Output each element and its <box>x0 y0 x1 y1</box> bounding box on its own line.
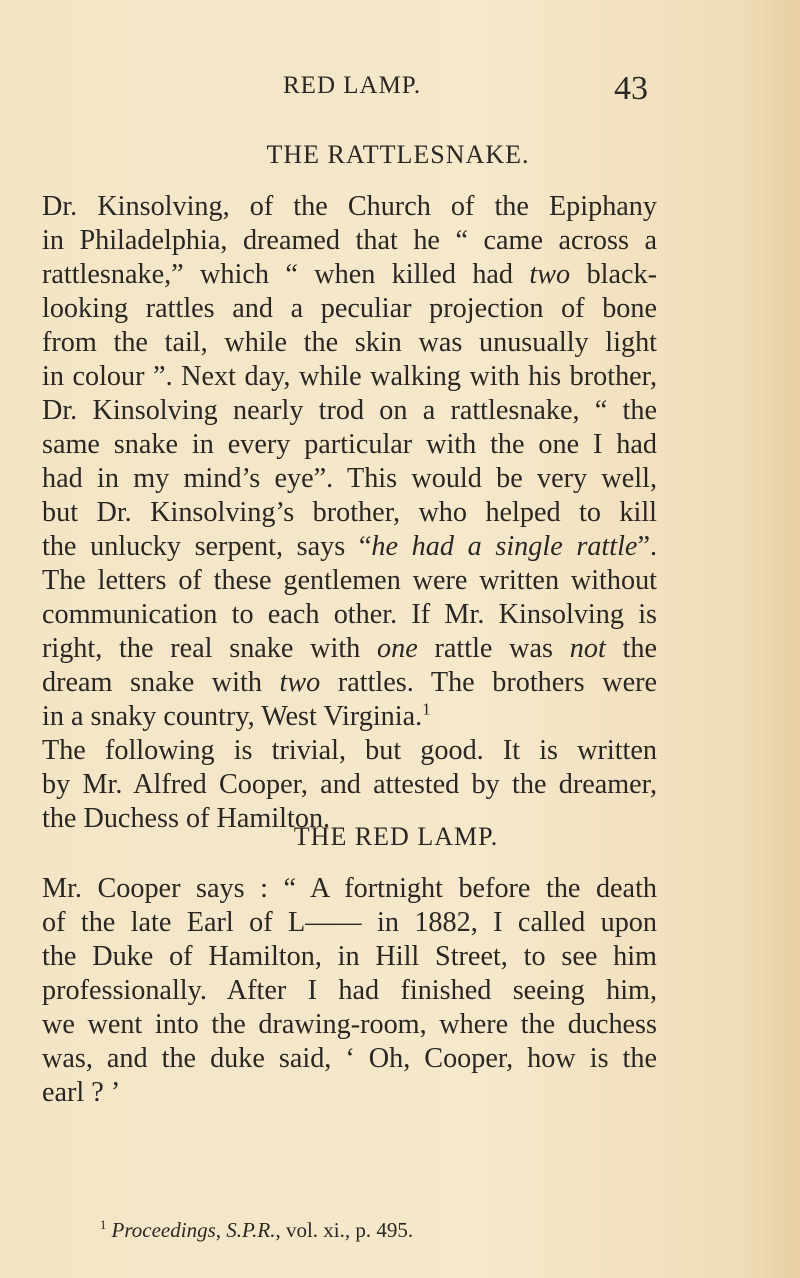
text-line: same snake in every particular with the one I had <box>42 429 657 460</box>
text-line: communication to each other. If Mr. Kinsolving is <box>42 599 657 630</box>
footnote-marker: 1 <box>100 1218 107 1232</box>
text-line: The letters of these gentlemen were written without <box>42 565 657 596</box>
text-line: dream snake with two rattles. The brothers were <box>42 667 657 698</box>
footnote-source: Proceedings <box>111 1218 216 1242</box>
text-line: the Duke of Hamilton, in Hill Street, to see him <box>42 941 657 972</box>
text-line: in colour ”. Next day, while walking with his brother, <box>42 361 657 392</box>
text-line: right, the real snake with one rattle was not the <box>42 633 657 664</box>
italic-word: two <box>529 259 571 290</box>
section-title-red-lamp: THE RED LAMP. <box>293 822 499 851</box>
text-line: Mr. Cooper says : “ A fortnight before the death <box>42 873 657 904</box>
text-line: of the late Earl of L—— in 1882, I called upon <box>42 907 657 938</box>
section-title-rattlesnake: THE RATTLESNAKE. <box>266 140 530 169</box>
italic-word: two <box>279 667 321 698</box>
footnote-reference: 1 <box>422 699 431 719</box>
footnote-citation: , vol. xi., p. 495. <box>275 1218 414 1242</box>
text-line: the Duchess of Hamilton. <box>42 803 331 834</box>
text-line: The following is trivial, but good. It is written <box>42 735 657 766</box>
running-title: RED LAMP. <box>283 72 422 99</box>
italic-word: not <box>569 633 606 664</box>
text-line: Dr. Kinsolving, of the Church of the Epiphany <box>42 191 657 222</box>
italic-phrase: he had a single rattle <box>371 531 638 562</box>
text-line: had in my mind’s eye”. This would be very well, <box>42 463 657 494</box>
text-line: Dr. Kinsolving nearly trod on a rattlesnake, “ the <box>42 395 657 426</box>
running-head <box>0 70 800 110</box>
text-line: in Philadelphia, dreamed that he “ came across a <box>42 225 657 256</box>
text-line: rattlesnake,” which “ when killed had two black- <box>42 259 657 290</box>
text-line: professionally. After I had finished seeing him, <box>42 975 657 1006</box>
text-line: but Dr. Kinsolving’s brother, who helped to kill <box>42 497 657 528</box>
footnote-society: S.P.R. <box>226 1218 276 1242</box>
text-line: the unlucky serpent, says “he had a single rattle”. <box>42 531 657 562</box>
italic-word: one <box>377 633 418 664</box>
text-line: was, and the duke said, ‘ Oh, Cooper, how is the <box>42 1043 657 1074</box>
page-number: 43 <box>614 70 648 107</box>
text-line: we went into the drawing-room, where the duchess <box>42 1009 657 1040</box>
text-line: looking rattles and a peculiar projection of bone <box>42 293 657 324</box>
footnote: $^1$ Proceedings, S.P.R., vol. xi., p. 495. <box>100 1218 414 1242</box>
text-line: by Mr. Alfred Cooper, and attested by the dreamer, <box>42 769 657 800</box>
text-line: earl ? ’ <box>42 1077 121 1108</box>
text-line: from the tail, while the skin was unusually light <box>42 327 657 358</box>
text-line: in a snaky country, West Virginia.$^1$ <box>42 699 431 732</box>
